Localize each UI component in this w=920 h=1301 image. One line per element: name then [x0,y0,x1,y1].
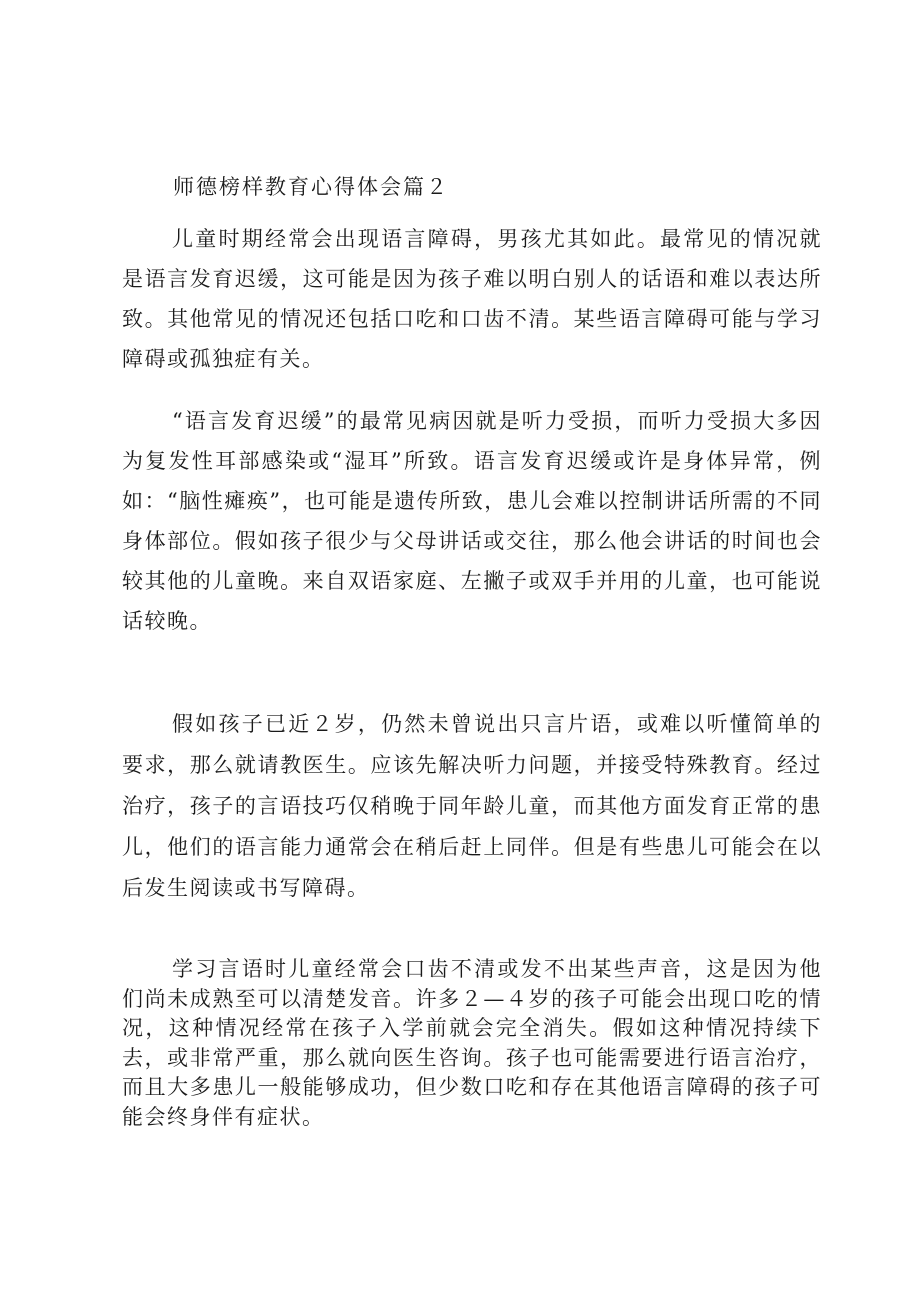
paragraph-4: 学习言语时儿童经常会口齿不清或发不出某些声音，这是因为他们尚未成熟至可以清楚发音。许多２—４岁的孩子可能会出现口吃的情况，这种情况经常在孩子入学前就会完全消失。假如这种情况持续下去，或非常严重，那么就向医生咨询。孩子也可能需要进行语言治疗，而且大多患儿一般能够成功，但少数口吃和存在其他语言障碍的孩子可能会终身伴有症状。 [122,957,822,1129]
paragraph-2: “语言发育迟缓”的最常见病因就是听力受损，而听力受损大多因为复发性耳部感染或“湿耳”所致。语言发育迟缓或许是身体异常，例如：“脑性瘫痪”，也可能是遗传所致，患儿会难以控制讲话所需的不同身体部位。假如孩子很少与父母讲话或交往，那么他会讲话的时间也会较其他的儿童晚。来自双语家庭、左撇子或双手并用的儿童，也可能说话较晚。 [122,409,822,633]
paragraph-3: 假如孩子已近２岁，仍然未曾说出只言片语，或难以听懂简单的要求，那么就请教医生。应该先解决听力问题，并接受特殊教育。经过治疗，孩子的言语技巧仅稍晚于同年龄儿童，而其他方面发育正常的患儿，他们的语言能力通常会在稍后赶上同伴。但是有些患儿可能会在以后发生阅读或书写障碍。 [122,712,822,900]
paragraph-1: 儿童时期经常会出现语言障碍，男孩尤其如此。最常见的情况就是语言发育迟缓，这可能是因为孩子难以明白别人的话语和难以表达所致。其他常见的情况还包括口吃和口齿不清。某些语言障碍可能与学习障碍或孤独症有关。 [122,227,822,371]
document-title: 师德榜样教育心得体会篇２ [173,175,449,199]
